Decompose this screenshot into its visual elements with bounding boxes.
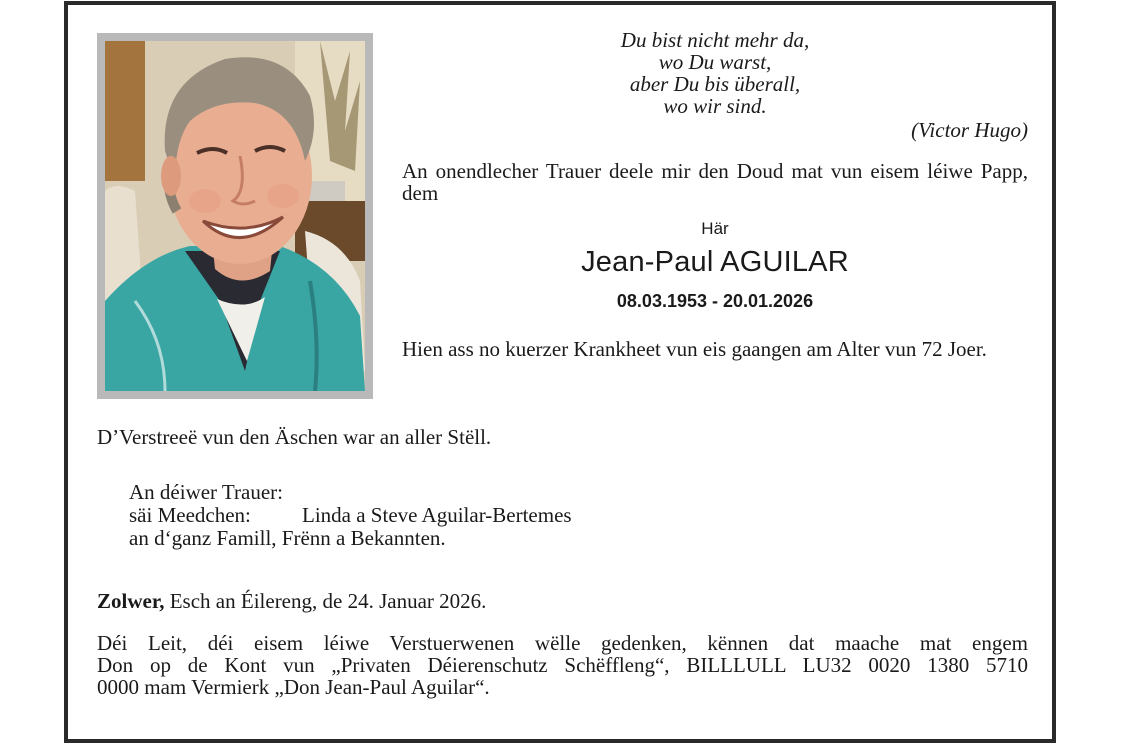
poem — [520, 29, 910, 117]
ashes-notice: D’Verstreeë vun den Äschen war an aller Stëll. — [97, 425, 492, 449]
donation-text — [97, 632, 1028, 698]
donation-line: Déi Leit, déi eisem léiwe Verstuerwenen wëlle gedenken, kënnen dat maache mat engem — [97, 631, 1028, 655]
portrait-illustration — [105, 41, 365, 391]
mourners-block — [129, 481, 572, 550]
deceased-dates: 08.03.1953 - 20.01.2026 — [616, 291, 814, 311]
daughter-label: säi Meedchen: — [129, 503, 251, 527]
place-name: Zolwer, — [97, 589, 165, 613]
place-date — [97, 589, 486, 614]
poem-line: wo Du warst, — [658, 50, 772, 74]
poem-line: aber Du bis überall, — [629, 72, 801, 96]
daughter-names: Linda a Steve Aguilar-Bertemes — [302, 503, 572, 527]
place-date-rest: Esch an Éilereng, de 24. Januar 2026. — [164, 589, 487, 613]
poem-line: Du bist nicht mehr da, — [620, 28, 810, 52]
mourners-heading: An déiwer Trauer: — [129, 480, 283, 504]
donation-line: 0000 mam Vermierk „Don Jean-Paul Aguilar“. — [97, 675, 490, 699]
intro-text: An onendlecher Trauer deele mir den Doud mat vun eisem léiwe Papp, dem — [402, 159, 1028, 205]
mourners-daughter-row — [129, 504, 572, 527]
mourners-others: an d‘ganz Famill, Frënn a Bekannten. — [129, 526, 446, 550]
deceased-title: Här — [701, 219, 729, 238]
portrait-frame — [97, 33, 373, 399]
deceased-name: Jean-Paul AGUILAR — [581, 246, 849, 278]
portrait-photo — [105, 41, 365, 391]
passing-text: Hien ass no kuerzer Krankheet vun eis gaangen am Alter vun 72 Joer. — [402, 337, 987, 361]
poem-attribution: (Victor Hugo) — [911, 118, 1028, 142]
poem-line: wo wir sind. — [663, 94, 767, 118]
donation-line: Don op de Kont vun „Privaten Déierenschutz Schëffleng“, BILLLULL LU32 0020 1380 5710 — [97, 653, 1028, 677]
